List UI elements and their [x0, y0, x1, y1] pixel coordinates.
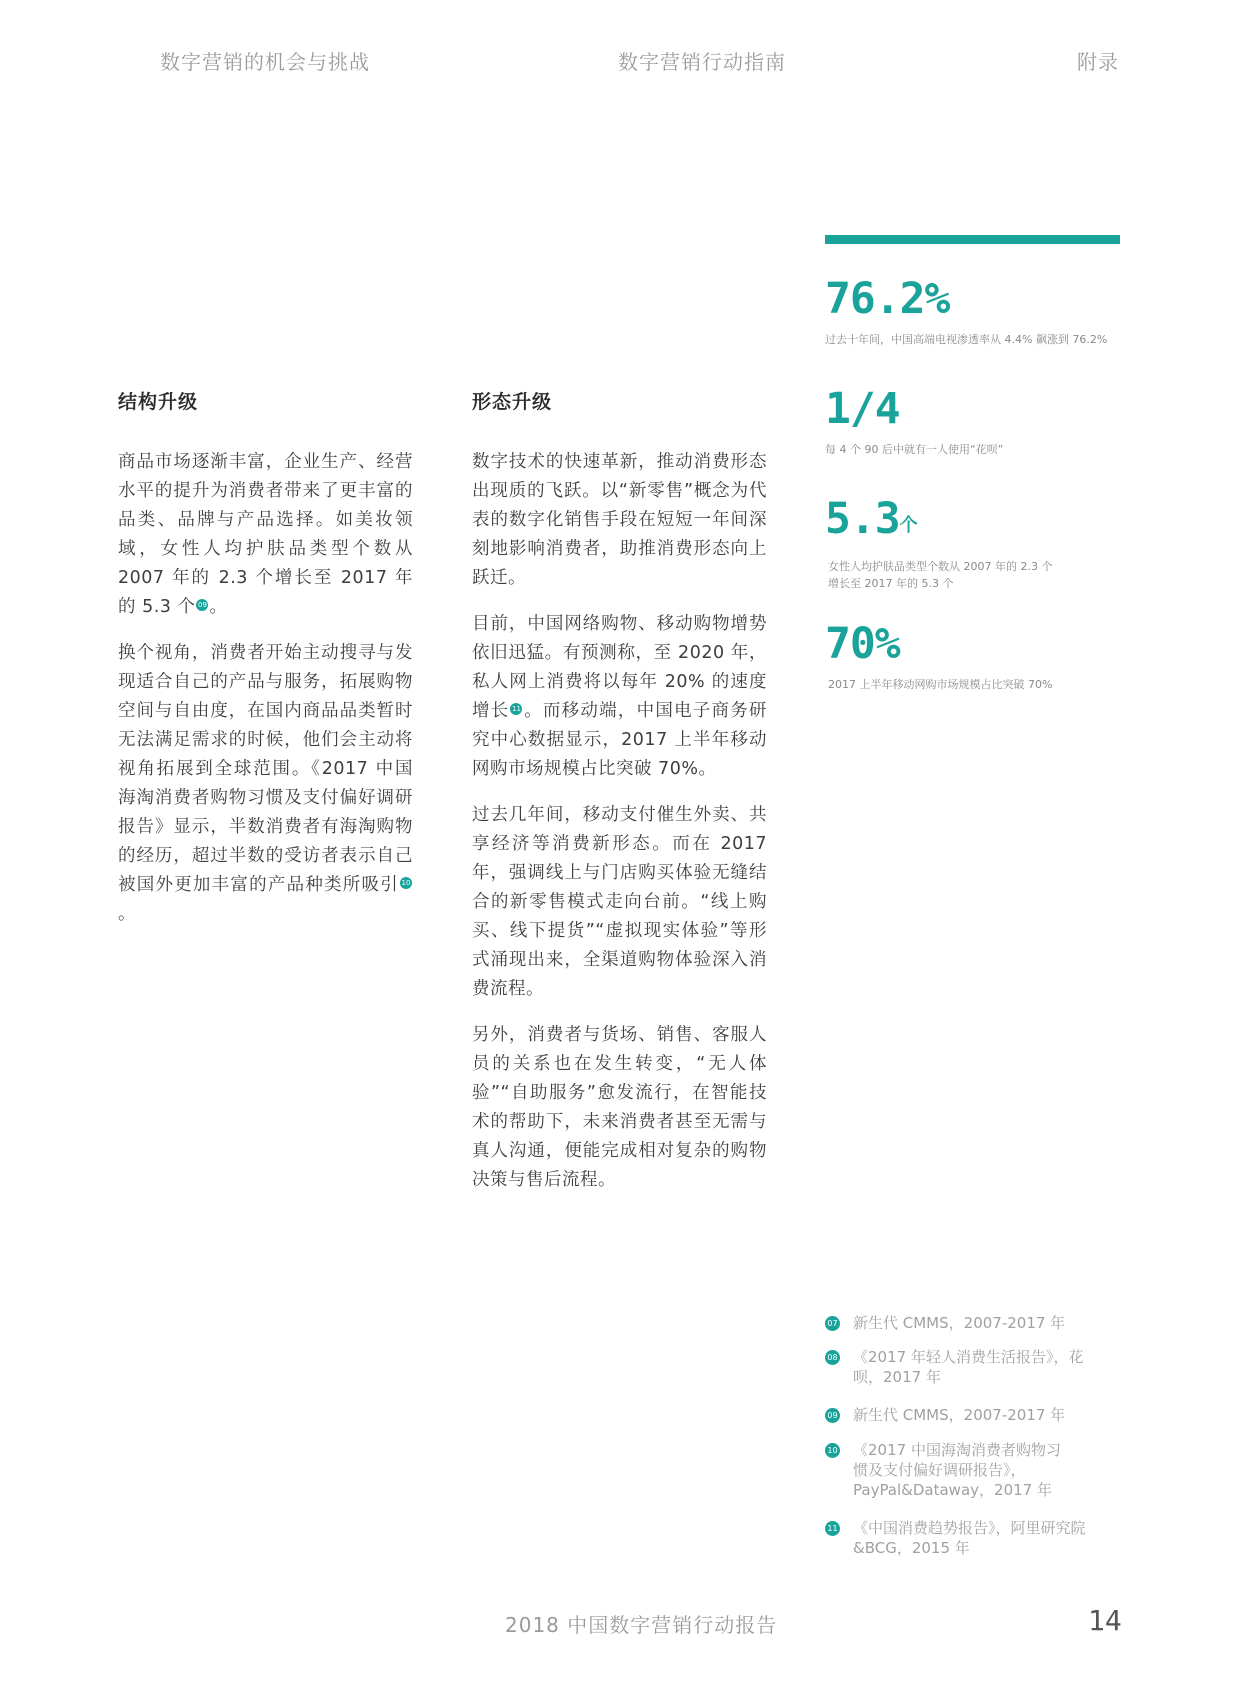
section-heading: 结构升级 [118, 391, 199, 413]
nav-tab-appendix[interactable]: 附录 [1077, 50, 1119, 74]
paragraph [118, 448, 413, 622]
paragraph [472, 610, 767, 784]
footnote-ref[interactable]: 11 [512, 705, 521, 713]
stat-value: 76.2% [825, 274, 950, 324]
stat-value: 5.3个 [825, 494, 917, 544]
paragraph-text: 数字技术的快速革新，推动消费形态出现质的飞跃。以“新零售”概念为代表的数字化销售手段在短短一年间深刻地影响消费者，助推消费形态向上跃迁。 [472, 452, 767, 588]
source-text: 《2017 中国海淘消费者购物习惯及支付偏好调研报告》，PayPal&Dataway，2017 年 [853, 1441, 1061, 1499]
source-text: 新生代 CMMS，2007-2017 年 [853, 1406, 1066, 1424]
paragraph [472, 801, 767, 1004]
footnote-number-icon: 08 [825, 1350, 840, 1365]
paragraph-tail: 。而移动端，中国电子商务研究中心数据显示，2017 上半年移动网购市场规模占比突破 70%。 [472, 701, 768, 779]
source-item [825, 1518, 1125, 1558]
nav-tab-action-guide[interactable]: 数字营销行动指南 [618, 50, 786, 74]
stat-block [825, 385, 1135, 458]
source-item [825, 1313, 1125, 1333]
source-text: 《中国消费趋势报告》，阿里研究院&BCG，2015 年 [853, 1519, 1086, 1557]
stat-value: 1/4 [825, 384, 900, 434]
paragraph-text: 目前，中国网络购物、移动购物增势依旧迅猛。有预测称，至 2020 年，私人网上消费将以每年 20% 的速度增长 [472, 614, 767, 721]
paragraph-text: 另外，消费者与货场、销售、客服人员的关系也在发生转变，“无人体验”“自助服务”愈发流行，在智能技术的帮助下，未来消费者甚至无需与真人沟通，便能完成相对复杂的购物决策与售后流程。 [472, 1025, 767, 1190]
section-heading: 形态升级 [472, 391, 553, 413]
footnote-number-icon: 10 [825, 1443, 840, 1458]
middle-column [472, 387, 767, 1212]
footnote-number-icon: 11 [825, 1521, 840, 1536]
paragraph [472, 448, 767, 593]
paragraph-text: 过去几年间，移动支付催生外卖、共享经济等消费新形态。而在 2017 年，强调线上与门店购买体验无缝结合的新零售模式走向台前。“线上购买、线下提货”“虚拟现实体验”等形式涌现出来，全渠道购物体验深入消费流程。 [472, 805, 767, 999]
footer-report-title: 2018 中国数字营销行动报告 [505, 1613, 778, 1637]
footnote-ref[interactable]: 09 [198, 601, 207, 609]
footnote-ref[interactable]: 10 [401, 879, 411, 887]
stat-description: 每 4 个 90 后中就有一人使用“花呗” [825, 443, 1004, 456]
stat-description: 2017 上半年移动网购市场规模占比突破 70% [828, 678, 1053, 691]
paragraph-tail: 。 [118, 904, 136, 924]
stat-block [825, 620, 1138, 693]
stat-description: 女性人均护肤品类型个数从 2007 年的 2.3 个增长至 2017 年的 5.3 个 [828, 560, 1053, 590]
footnote-number-icon: 09 [825, 1408, 840, 1423]
source-item [825, 1405, 1125, 1425]
accent-bar [825, 235, 1120, 244]
stat-value: 70% [825, 619, 900, 669]
source-item [825, 1347, 1125, 1387]
paragraph-text: 商品市场逐渐丰富，企业生产、经营水平的提升为消费者带来了更丰富的品类、品牌与产品选择。如美妆领域，女性人均护肤品类型个数从 2007 年的 2.3 个增长至 2017 年的 5.3 个 [118, 452, 413, 617]
source-text: 《2017 年轻人消费生活报告》，花呗，2017 年 [853, 1348, 1084, 1386]
page-number: 14 [1088, 1604, 1122, 1637]
source-text: 新生代 CMMS，2007-2017 年 [853, 1314, 1066, 1332]
stat-unit: 个 [899, 515, 917, 536]
source-item [825, 1440, 1125, 1500]
nav-tab-opportunities[interactable]: 数字营销的机会与挑战 [160, 50, 370, 74]
stat-description: 过去十年间，中国高端电视渗透率从 4.4% 飙涨到 76.2% [825, 333, 1108, 346]
paragraph [472, 1021, 767, 1195]
paragraph-text: 换个视角，消费者开始主动搜寻与发现适合自己的产品与服务，拓展购物空间与自由度，在国内商品品类暂时无法满足需求的时候，他们会主动将视角拓展到全球范围。《2017 中国海淘消费者购物习惯及支付偏好调研报告》显示，半数消费者有海淘购物的经历，超过半数的受访者表示自己被国外更加丰富的产品种类所吸引 [118, 643, 413, 895]
left-column [118, 387, 413, 946]
paragraph-tail: 。 [209, 597, 228, 617]
paragraph [118, 639, 413, 929]
stat-block [825, 495, 1058, 592]
stat-block [825, 275, 1135, 348]
footnote-number-icon: 07 [825, 1316, 840, 1331]
